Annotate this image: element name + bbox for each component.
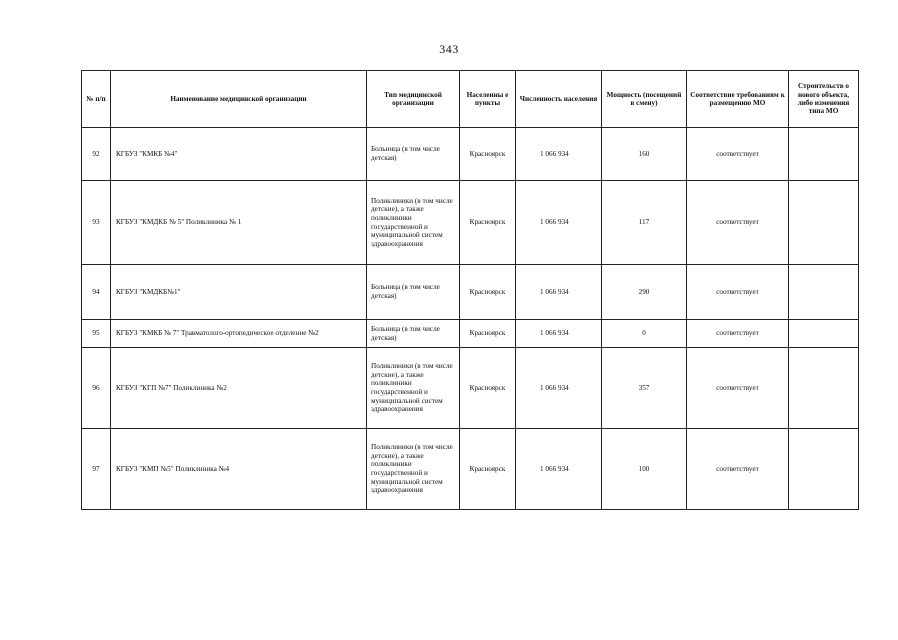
cell-settlement: Красноярск (460, 128, 516, 181)
medical-organizations-table (81, 70, 859, 510)
cell-name: КГБУЗ "КМДКБ № 5" Поликлиника № 1 (111, 181, 367, 265)
cell-settlement: Красноярск (460, 348, 516, 429)
cell-population: 1 066 934 (516, 429, 602, 510)
cell-compliance: соответствует (687, 348, 789, 429)
cell-num: 92 (82, 128, 111, 181)
header-population: Численность населения (516, 71, 602, 128)
cell-construction (789, 128, 859, 181)
cell-compliance: соответствует (687, 181, 789, 265)
cell-num: 96 (82, 348, 111, 429)
header-type: Тип медицинской организации (367, 71, 460, 128)
cell-capacity: 290 (602, 265, 687, 320)
cell-population: 1 066 934 (516, 348, 602, 429)
cell-settlement: Красноярск (460, 265, 516, 320)
cell-type: Поликлиники (в том числе детские), а также поликлиники государственной и муниципальной систем здравоохранения (367, 348, 460, 429)
cell-compliance: соответствует (687, 320, 789, 348)
cell-capacity: 357 (602, 348, 687, 429)
cell-type: Больница (в том числе детская) (367, 320, 460, 348)
cell-capacity: 100 (602, 429, 687, 510)
page-number: 343 (439, 42, 459, 56)
cell-settlement: Красноярск (460, 429, 516, 510)
cell-type: Поликлиники (в том числе детские), а также поликлиники государственной и муниципальной систем здравоохранения (367, 181, 460, 265)
cell-num: 95 (82, 320, 111, 348)
table-row (82, 320, 859, 348)
table-header-row (82, 71, 859, 128)
cell-population: 1 066 934 (516, 320, 602, 348)
cell-capacity: 0 (602, 320, 687, 348)
cell-construction (789, 320, 859, 348)
header-num: № п/п (82, 71, 111, 128)
header-name: Наименование медицинской организации (111, 71, 367, 128)
cell-settlement: Красноярск (460, 181, 516, 265)
cell-population: 1 066 934 (516, 181, 602, 265)
cell-construction (789, 429, 859, 510)
cell-construction (789, 265, 859, 320)
table-row (82, 181, 859, 265)
cell-compliance: соответствует (687, 265, 789, 320)
cell-num: 93 (82, 181, 111, 265)
cell-type: Поликлиники (в том числе детские), а также поликлиники государственной и муниципальной систем здравоохранения (367, 429, 460, 510)
table-row (82, 128, 859, 181)
cell-population: 1 066 934 (516, 265, 602, 320)
cell-compliance: соответствует (687, 429, 789, 510)
cell-construction (789, 181, 859, 265)
cell-construction (789, 348, 859, 429)
cell-capacity: 117 (602, 181, 687, 265)
cell-population: 1 066 934 (516, 128, 602, 181)
cell-num: 94 (82, 265, 111, 320)
table-row (82, 265, 859, 320)
cell-name: КГБУЗ "КМКБ №4" (111, 128, 367, 181)
cell-type: Больница (в том числе детская) (367, 128, 460, 181)
cell-name: КГБУЗ "КМП №5" Поликлиника №4 (111, 429, 367, 510)
cell-name: КГБУЗ "КГП №7" Поликлиника №2 (111, 348, 367, 429)
cell-name: КГБУЗ "КМКБ № 7" Травматолого-ортопедическое отделение №2 (111, 320, 367, 348)
cell-capacity: 160 (602, 128, 687, 181)
cell-num: 97 (82, 429, 111, 510)
cell-settlement: Красноярск (460, 320, 516, 348)
header-capacity: Мощность (посещений в смену) (602, 71, 687, 128)
header-construction: Строительств о нового объекта, либо изменения типа МО (789, 71, 859, 128)
cell-name: КГБУЗ "КМДКБ№1" (111, 265, 367, 320)
table-row (82, 348, 859, 429)
cell-type: Больница (в том числе детская) (367, 265, 460, 320)
header-compliance: Соответствие требованиям к размещению МО (687, 71, 789, 128)
table-row (82, 429, 859, 510)
header-settlements: Населенны е пункты (460, 71, 516, 128)
cell-compliance: соответствует (687, 128, 789, 181)
